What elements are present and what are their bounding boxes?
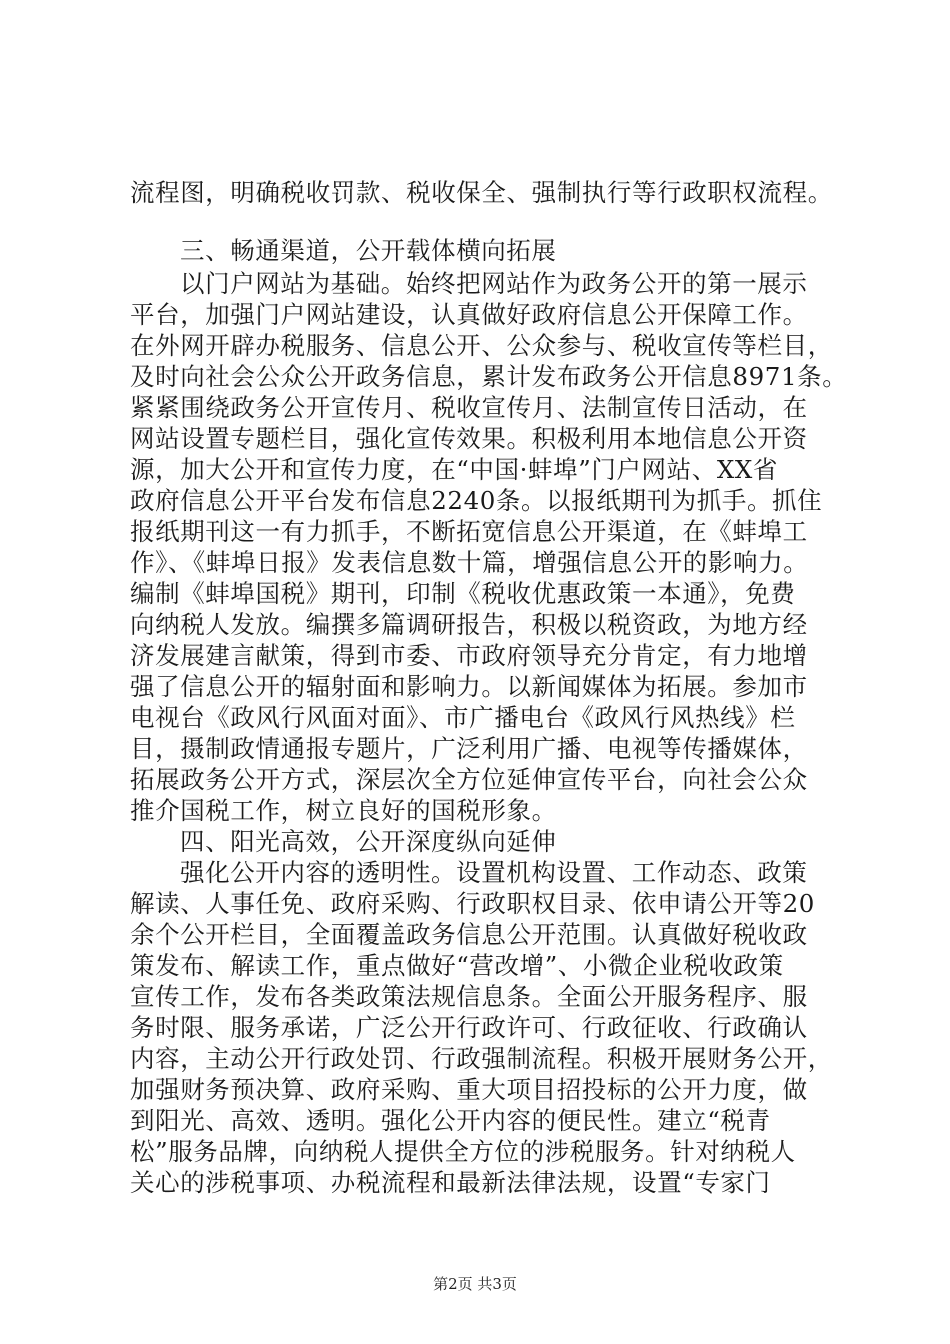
text-line-25: 策发布、解读工作，重点做好“营改增”、小微企业税收政策 xyxy=(130,951,784,980)
text-line-27: 务时限、服务承诺，广泛公开行政许可、行政征收、行政确认 xyxy=(130,1013,808,1042)
text-line-18: 目，摄制政情通报专题片，广泛利用广播、电视等传播媒体， xyxy=(130,734,808,763)
text-line-23: 解读、人事任免、政府采购、行政职权目录、依申请公开等20 xyxy=(130,889,815,918)
text-line-13: 编制《蚌埠国税》期刊，印制《税收优惠政策一本通》，免费 xyxy=(130,579,796,608)
text-line-11: 报纸期刊这一有力抓手，不断拓宽信息公开渠道，在《蚌埠工 xyxy=(130,517,808,546)
text-line-4: 平台，加强门户网站建设，认真做好政府信息公开保障工作。 xyxy=(130,300,808,329)
text-line-20: 推介国税工作，树立良好的国税形象。 xyxy=(130,796,557,825)
text-line-3: 以门户网站为基础。始终把网站作为政务公开的第一展示 xyxy=(180,269,808,298)
text-line-28: 内容，主动公开行政处罚、行政强制流程。积极开展财务公开， xyxy=(130,1044,833,1073)
text-line-15: 济发展建言献策，得到市委、市政府领导充分肯定，有力地增 xyxy=(130,641,808,670)
text-line-5: 在外网开辟办税服务、信息公开、公众参与、税收宣传等栏目， xyxy=(130,331,833,360)
text-line-12: 作》、《蚌埠日报》发表信息数十篇，增强信息公开的影响力。 xyxy=(130,548,809,577)
text-line-26: 宣传工作，发布各类政策法规信息条。全面公开服务程序、服 xyxy=(130,982,808,1011)
text-line-8: 网站设置专题栏目，强化宣传效果。积极利用本地信息公开资 xyxy=(130,424,808,453)
text-line-22: 强化公开内容的透明性。设置机构设置、工作动态、政策 xyxy=(180,858,808,887)
page-footer: 第2页 共3页 xyxy=(433,1275,517,1293)
text-line-32: 关心的涉税事项、办税流程和最新法律法规，设置“专家门 xyxy=(130,1168,771,1197)
text-line-29: 加强财务预决算、政府采购、重大项目招投标的公开力度，做 xyxy=(130,1075,808,1104)
text-line-1: 流程图，明确税收罚款、税收保全、强制执行等行政职权流程。 xyxy=(130,178,833,207)
text-line-30: 到阳光、高效、透明。强化公开内容的便民性。建立“税青 xyxy=(130,1106,771,1135)
text-line-14: 向纳税人发放。编撰多篇调研报告，积极以税资政，为地方经 xyxy=(130,610,808,639)
text-line-31: 松”服务品牌，向纳税人提供全方位的涉税服务。针对纳税人 xyxy=(130,1137,796,1166)
section-heading-4: 四、阳光高效，公开深度纵向延伸 xyxy=(180,827,557,856)
text-line-9: 源，加大公开和宣传力度，在“中国·蚌埠”门户网站、XX省 xyxy=(130,455,779,484)
text-line-19: 拓展政务公开方式，深层次全方位延伸宣传平台，向社会公众 xyxy=(130,765,808,794)
text-line-7: 紧紧围绕政务公开宣传月、税收宣传月、法制宣传日活动，在 xyxy=(130,393,808,422)
text-line-10: 政府信息公开平台发布信息2240条。以报纸期刊为抓手。抓住 xyxy=(130,486,823,515)
text-line-17: 电视台《政风行风面对面》、市广播电台《政风行风热线》栏 xyxy=(130,703,796,732)
text-line-6: 及时向社会公众公开政务信息，累计发布政务公开信息8971条。 xyxy=(130,362,848,391)
text-line-16: 强了信息公开的辐射面和影响力。以新闻媒体为拓展。参加市 xyxy=(130,672,808,701)
section-heading-3: 三、畅通渠道，公开载体横向拓展 xyxy=(180,236,557,265)
text-line-24: 余个公开栏目，全面覆盖政务信息公开范围。认真做好税收政 xyxy=(130,920,808,949)
